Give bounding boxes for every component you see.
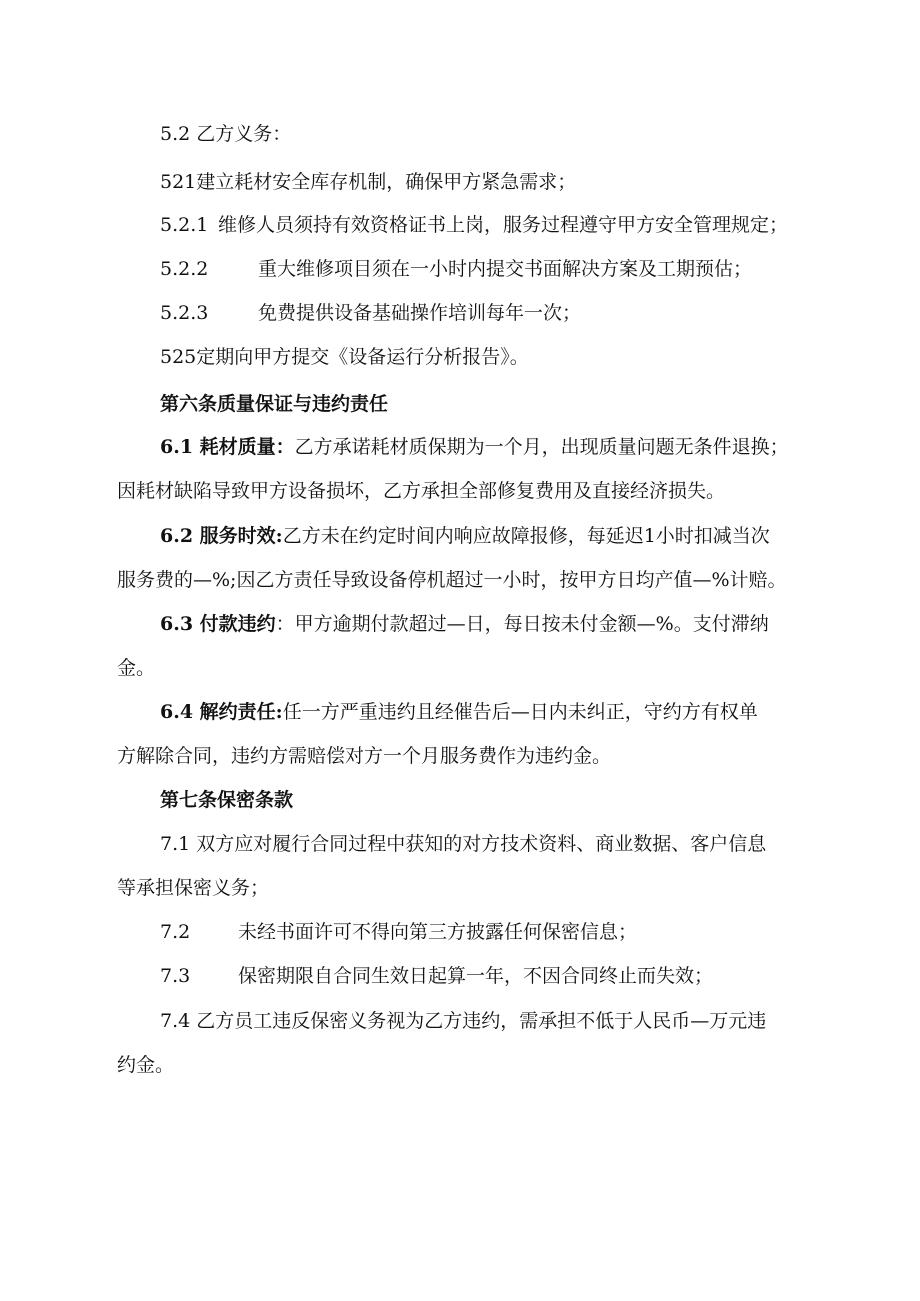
section-5-2-title: 5.2 乙方义务：: [160, 123, 292, 145]
clause-text: 未经书面许可不得向第三方披露任何保密信息；: [238, 921, 638, 943]
clause-6-2-line-1: [160, 523, 770, 549]
clause-heading: 6.4 解约责任:: [160, 701, 283, 723]
clause-6-1-line-2: 因耗材缺陷导致甲方设备损坏，乙方承担全部修复费用及直接经济损失。: [117, 480, 726, 502]
clause-6-2-line-2: 服务费的—%;因乙方责任导致设备停机超过一小时，按甲方日均产值—%计赔。: [117, 569, 787, 591]
clause-text: 重大维修项目须在一小时内提交书面解决方案及工期预估；: [258, 258, 753, 280]
clause-heading: 6.1 耗材质量：: [160, 436, 295, 458]
clause-text: 免费提供设备基础操作培训每年一次；: [258, 302, 582, 324]
clause-text: 乙方未在约定时间内响应故障报修，每延迟1小时扣减当次: [282, 525, 770, 547]
clause-7-4-line-2: 约金。: [117, 1054, 175, 1076]
clause-text: 保密期限自合同生效日起算一年，不因合同终止而失效；: [238, 965, 714, 987]
clause-number: 7.2: [160, 921, 191, 943]
article-7-title: 第七条保密条款: [160, 789, 294, 811]
clause-text: 任一方严重违约且经催告后—日内未纠正，守约方有权单: [282, 701, 758, 723]
clause-text: 维修人员须持有效资格证书上岗，服务过程遵守甲方安全管理规定；: [218, 214, 789, 236]
clause-5-2-item-5: 525定期向甲方提交《设备运行分析报告》。: [160, 346, 529, 368]
clause-6-3-line-2: 金。: [117, 657, 156, 679]
clause-number: 5.2.1: [160, 214, 209, 236]
clause-7-1-line-1: 7.1 双方应对履行合同过程中获知的对方技术资料、商业数据、客户信息: [160, 833, 767, 855]
clause-6-4-line-2: 方解除合同，违约方需赔偿对方一个月服务费作为违约金。: [117, 745, 612, 767]
clause-6-1-line-1: [160, 434, 789, 460]
clause-heading: 6.3 付款违约: [160, 613, 276, 635]
clause-5-2-1: [160, 212, 788, 238]
article-6-title: 第六条质量保证与违约责任: [160, 393, 389, 415]
clause-number: 7.3: [160, 965, 191, 987]
clause-6-4-line-1: [160, 699, 758, 725]
clause-7-3: [160, 963, 713, 989]
clause-5-2-2: [160, 256, 752, 282]
clause-number: 5.2.3: [160, 302, 209, 324]
clause-text: ：甲方逾期付款超过—日，每日按未付金额—%。支付滞纳: [275, 613, 769, 635]
clause-text: 乙方承诺耗材质保期为一个月，出现质量问题无条件退换；: [294, 436, 789, 458]
clause-5-2-3: [160, 300, 581, 326]
clause-7-2: [160, 919, 637, 945]
clause-7-1-line-2: 等承担保密义务；: [117, 877, 270, 899]
clause-5-2-item-1: 521建立耗材安全库存机制，确保甲方紧急需求；: [160, 171, 577, 193]
clause-7-4-line-1: 7.4 乙方员工违反保密义务视为乙方违约，需承担不低于人民币—万元违: [160, 1010, 767, 1032]
clause-number: 5.2.2: [160, 258, 209, 280]
clause-6-3-line-1: [160, 611, 769, 637]
clause-heading: 6.2 服务时效:: [160, 525, 283, 547]
